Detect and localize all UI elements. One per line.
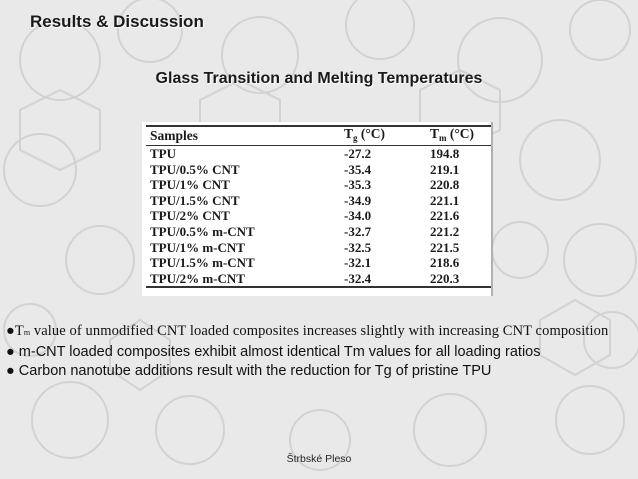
table-row bbox=[146, 255, 491, 271]
header-tm-symbol: T bbox=[430, 126, 440, 141]
header-tm-subscript: m bbox=[439, 133, 447, 143]
bullet-item-3: ● Carbon nanotube additions result with the reduction for Tg of pristine TPU bbox=[6, 363, 492, 379]
results-table-image bbox=[142, 122, 493, 296]
bullet-tm-subscript: m bbox=[23, 328, 31, 337]
cell-sample: TPU/2% CNT bbox=[150, 208, 230, 224]
cell-tm: 194.8 bbox=[430, 146, 460, 161]
cell-sample: TPU/1% CNT bbox=[150, 177, 230, 193]
results-table bbox=[146, 125, 491, 288]
cell-sample: TPU/1.5% CNT bbox=[150, 192, 240, 208]
table-row bbox=[146, 162, 491, 178]
cell-tg: -32.5 bbox=[344, 239, 372, 255]
bullet-text: value of unmodified CNT loaded composites increases slightly with increasing CNT composition bbox=[30, 323, 609, 339]
cell-tg: -32.1 bbox=[344, 255, 372, 271]
header-tg-symbol: T bbox=[344, 126, 354, 141]
cell-tg: -32.7 bbox=[344, 223, 372, 239]
table-row bbox=[146, 208, 491, 224]
header-tm-unit: (°C) bbox=[446, 126, 475, 141]
table-row bbox=[146, 193, 491, 209]
cell-tm: 220.3 bbox=[430, 270, 460, 286]
cell-tg: -35.4 bbox=[344, 161, 372, 177]
header-tm bbox=[426, 126, 491, 146]
cell-tm: 221.1 bbox=[430, 192, 460, 208]
cell-tg: -35.3 bbox=[344, 177, 372, 193]
table-row bbox=[146, 224, 491, 240]
slide-title: Results & Discussion bbox=[30, 12, 204, 31]
table-row bbox=[146, 271, 491, 288]
cell-tg: -32.4 bbox=[344, 270, 372, 286]
table-row bbox=[146, 177, 491, 193]
bullet-marker: ● bbox=[6, 323, 15, 339]
cell-sample: TPU/0.5% CNT bbox=[150, 161, 240, 177]
bullet-tm-symbol: T bbox=[14, 323, 24, 339]
cell-tm: 221.2 bbox=[430, 223, 460, 239]
cell-tg: -34.9 bbox=[344, 192, 372, 208]
cell-sample: TPU/2% m-CNT bbox=[150, 270, 245, 286]
cell-tm: 220.8 bbox=[430, 177, 460, 193]
header-tg-unit: (°C) bbox=[357, 126, 386, 141]
cell-sample: TPU/1.5% m-CNT bbox=[150, 255, 255, 271]
cell-tm: 219.1 bbox=[430, 161, 460, 177]
cell-tg: -34.0 bbox=[344, 208, 372, 224]
table-row bbox=[146, 240, 491, 256]
cell-tm: 218.6 bbox=[430, 255, 460, 271]
cell-sample: TPU/1% m-CNT bbox=[150, 239, 245, 255]
header-tg bbox=[340, 126, 426, 146]
table-header-row bbox=[146, 126, 491, 146]
header-samples: Samples bbox=[150, 128, 199, 143]
footer-location: Štrbské Pleso bbox=[286, 453, 352, 465]
bullet-list bbox=[6, 322, 626, 382]
bullet-item-1 bbox=[6, 322, 626, 343]
cell-sample: TPU bbox=[150, 146, 176, 161]
cell-tg: -27.2 bbox=[344, 146, 372, 161]
cell-sample: TPU/0.5% m-CNT bbox=[150, 223, 255, 239]
table-row bbox=[146, 146, 491, 162]
header-tg-subscript: g bbox=[353, 133, 358, 143]
table-title: Glass Transition and Melting Temperatures bbox=[155, 70, 483, 87]
cell-tm: 221.6 bbox=[430, 208, 460, 224]
bullet-item-2: ● m-CNT loaded composites exhibit almost identical Tm values for all loading ratios bbox=[6, 343, 541, 360]
cell-tm: 221.5 bbox=[430, 239, 460, 255]
